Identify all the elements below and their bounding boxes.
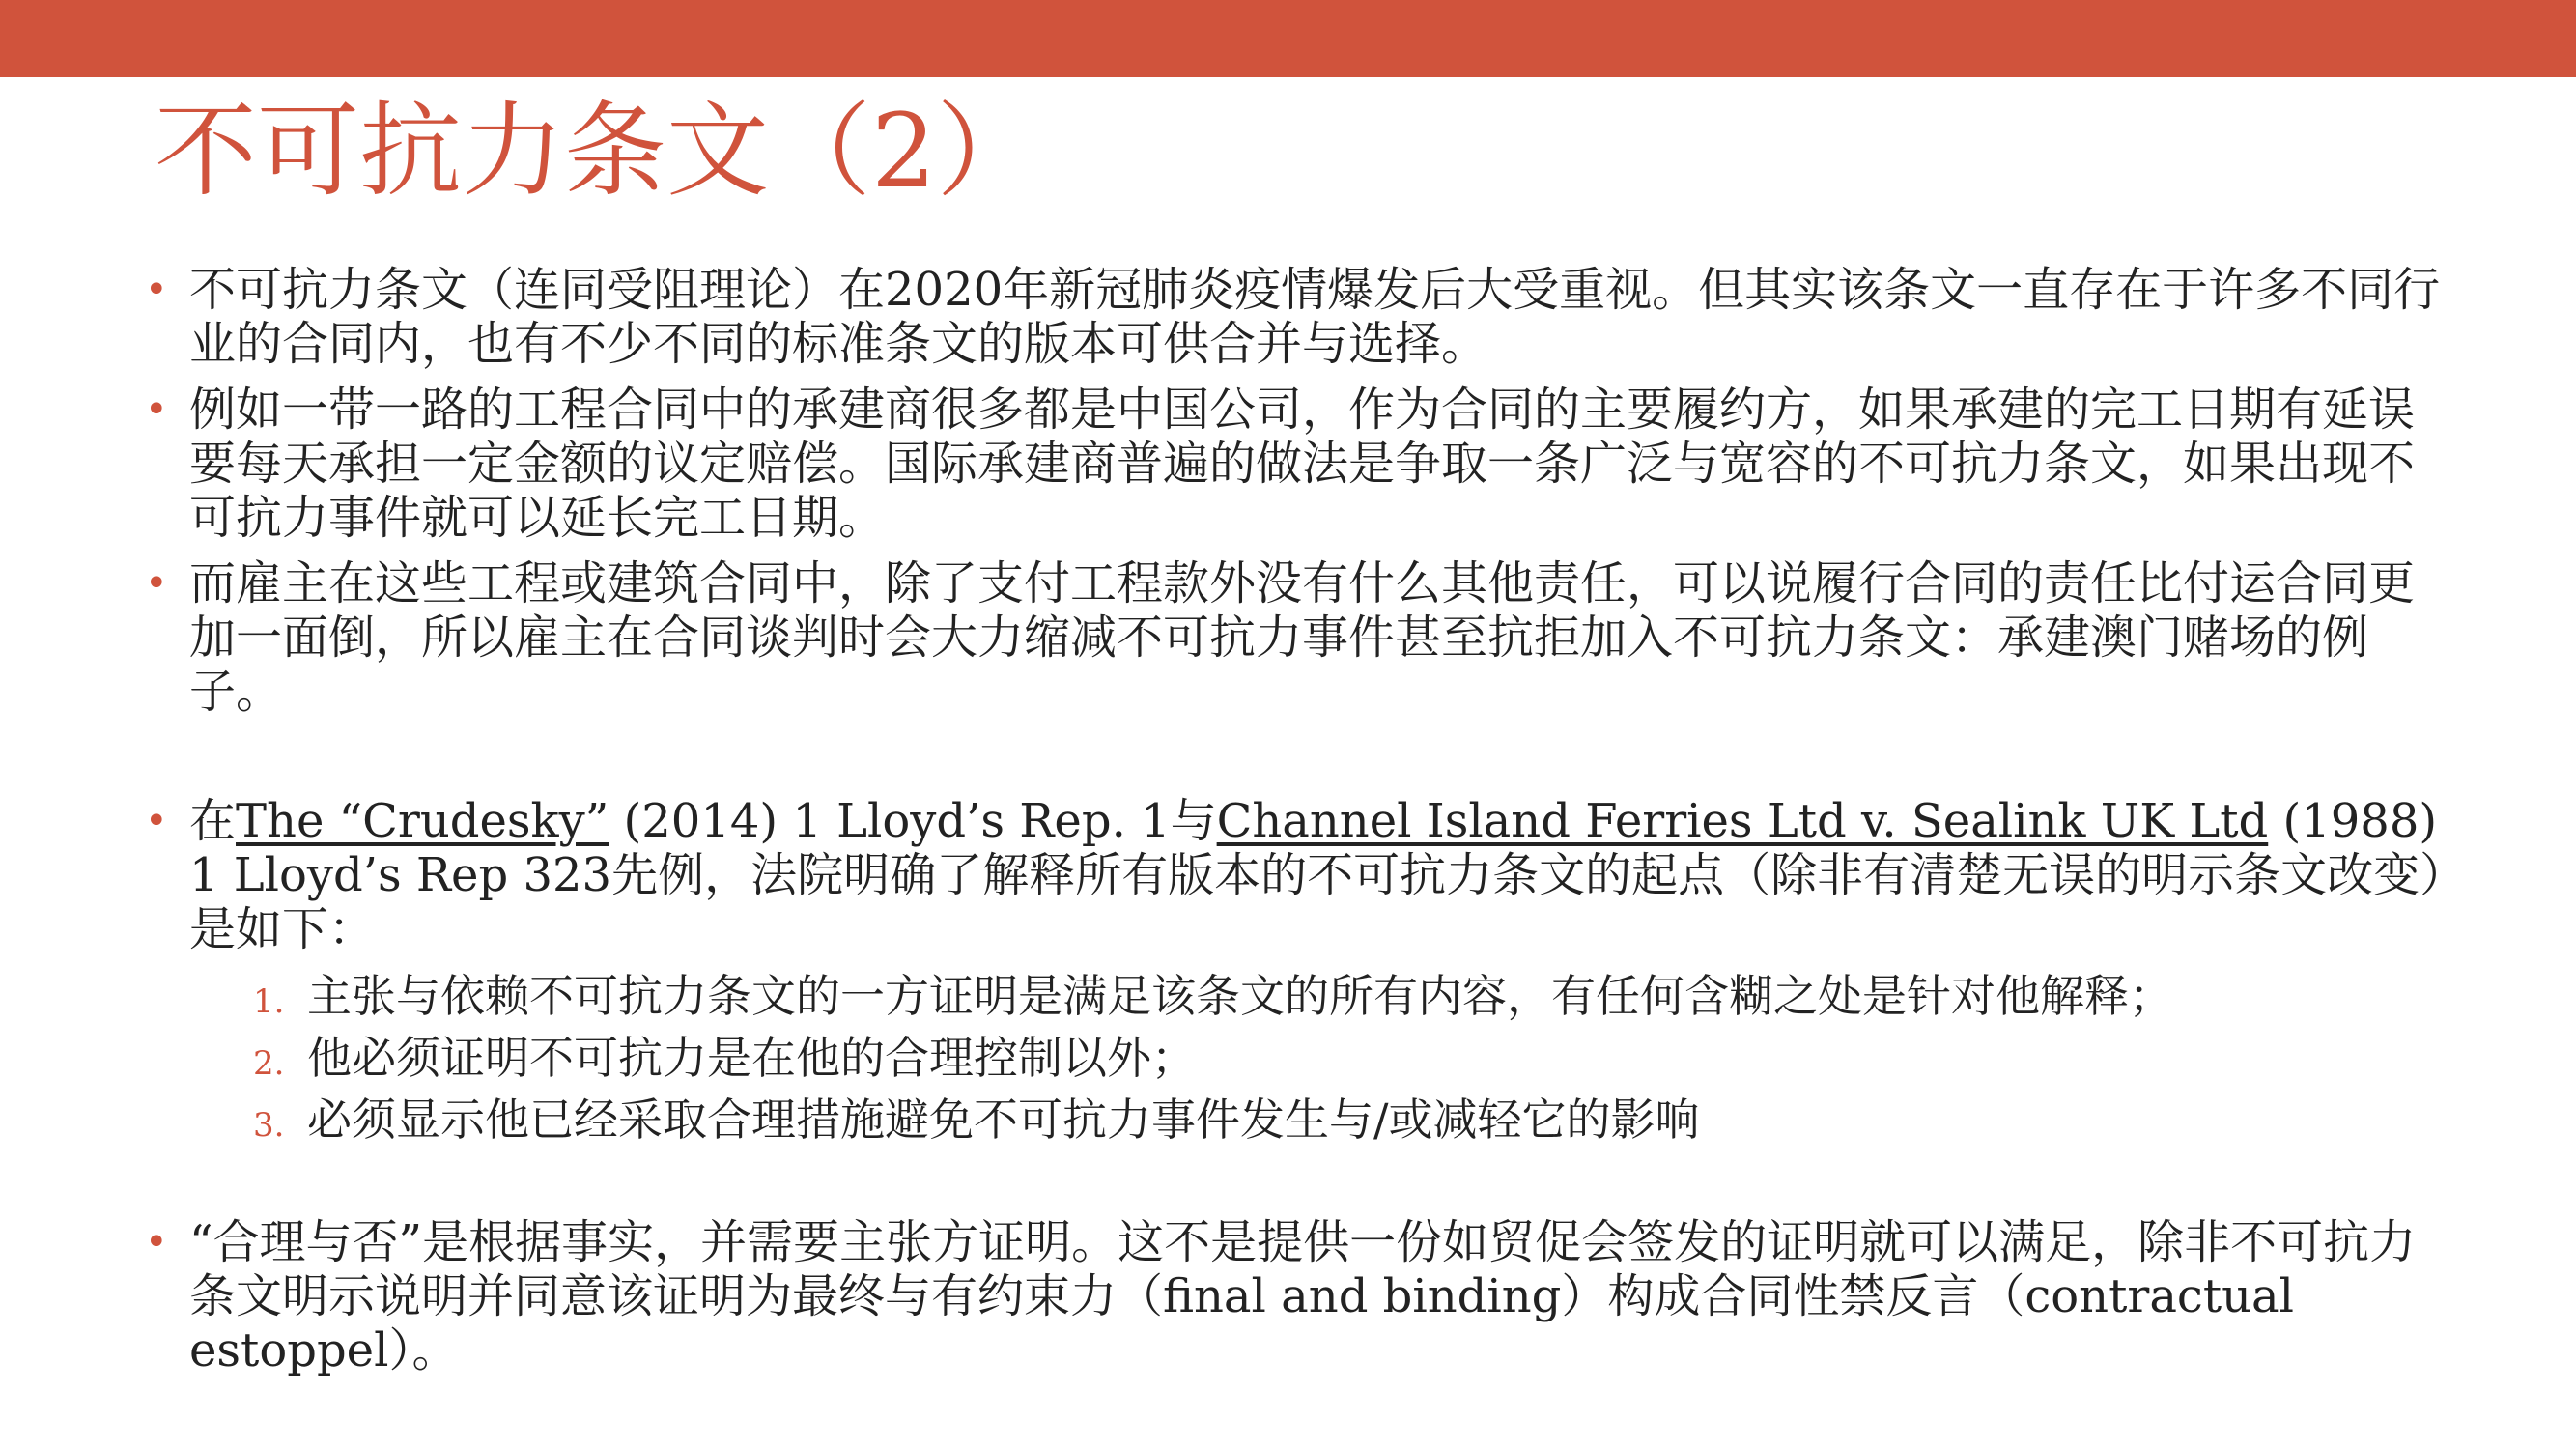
bullet-text: 不可抗力条文（连同受阻理论）在2020年新冠肺炎疫情爆发后大受重视。但其实该条文一直存在于许多不同行业的合同内，也有不少不同的标准条文的版本可供合并与选择。 <box>189 263 2441 371</box>
item-text: 他必须证明不可抗力是在他的合理控制以外； <box>307 1032 1196 1084</box>
slide-title: 不可抗力条文（2） <box>155 92 1039 211</box>
case-citation-crudesky: (2014) 1 Lloyd’s Rep. 1与 <box>609 794 1217 848</box>
bullet-point <box>145 1215 2444 1378</box>
bullet-marker: • <box>145 1220 168 1264</box>
top-accent-bar <box>0 0 2576 77</box>
case-name-crudesky: The “Crudesky” <box>236 794 609 848</box>
item-number: 3. <box>253 1106 285 1145</box>
slide-content <box>145 263 2444 1389</box>
case-bullet-point <box>145 794 2444 1146</box>
case-prefix: 在 <box>189 794 237 848</box>
case-citation-channel-island: (1988) 1 Lloyd’s Rep 323先例，法院明确了解释所有版本的不可抗力条文的起点（除非有清楚无误的明示条文改变）是如下： <box>189 794 2444 956</box>
bullet-point <box>145 263 2444 371</box>
case-name-channel-island: Channel Island Ferries Ltd v. Sealink UK Ltd <box>1216 794 2269 848</box>
item-number: 2. <box>253 1044 285 1083</box>
item-text: 主张与依赖不可抗力条文的一方证明是满足该条文的所有内容，有任何含糊之处是针对他解释； <box>307 970 2173 1022</box>
numbered-item <box>189 1094 2444 1146</box>
bullet-marker: • <box>145 268 168 312</box>
item-number: 1. <box>253 982 285 1021</box>
bullet-text: 而雇主在这些工程或建筑合同中，除了支付工程款外没有什么其他责任，可以说履行合同的责任比付运合同更加一面倒，所以雇主在合同谈判时会大力缩减不可抗力事件甚至抗拒加入不可抗力条文：承建澳门赌场的例子。 <box>189 556 2416 719</box>
bullet-marker: • <box>145 387 168 432</box>
numbered-list <box>189 970 2444 1146</box>
numbered-item <box>189 970 2444 1022</box>
item-text: 必须显示他已经采取合理措施避免不可抗力事件发生与/或减轻它的影响 <box>307 1094 1700 1146</box>
numbered-item <box>189 1032 2444 1084</box>
bullet-marker: • <box>145 799 168 843</box>
bullet-marker: • <box>145 561 168 606</box>
bullet-text: “合理与否”是根据事实，并需要主张方证明。这不是提供一份如贸促会签发的证明就可以满足，除非不可抗力条文明示说明并同意该证明为最终与有约束力（final and binding）构成合同性禁反言（contractual estoppel）。 <box>189 1215 2417 1378</box>
bullet-point <box>145 556 2444 719</box>
bullet-point <box>145 383 2444 545</box>
bullet-text: 例如一带一路的工程合同中的承建商很多都是中国公司，作为合同的主要履约方，如果承建的完工日期有延误要每天承担一定金额的议定赔偿。国际承建商普遍的做法是争取一条广泛与宽容的不可抗力条文，如果出现不可抗力事件就可以延长完工日期。 <box>189 383 2416 545</box>
